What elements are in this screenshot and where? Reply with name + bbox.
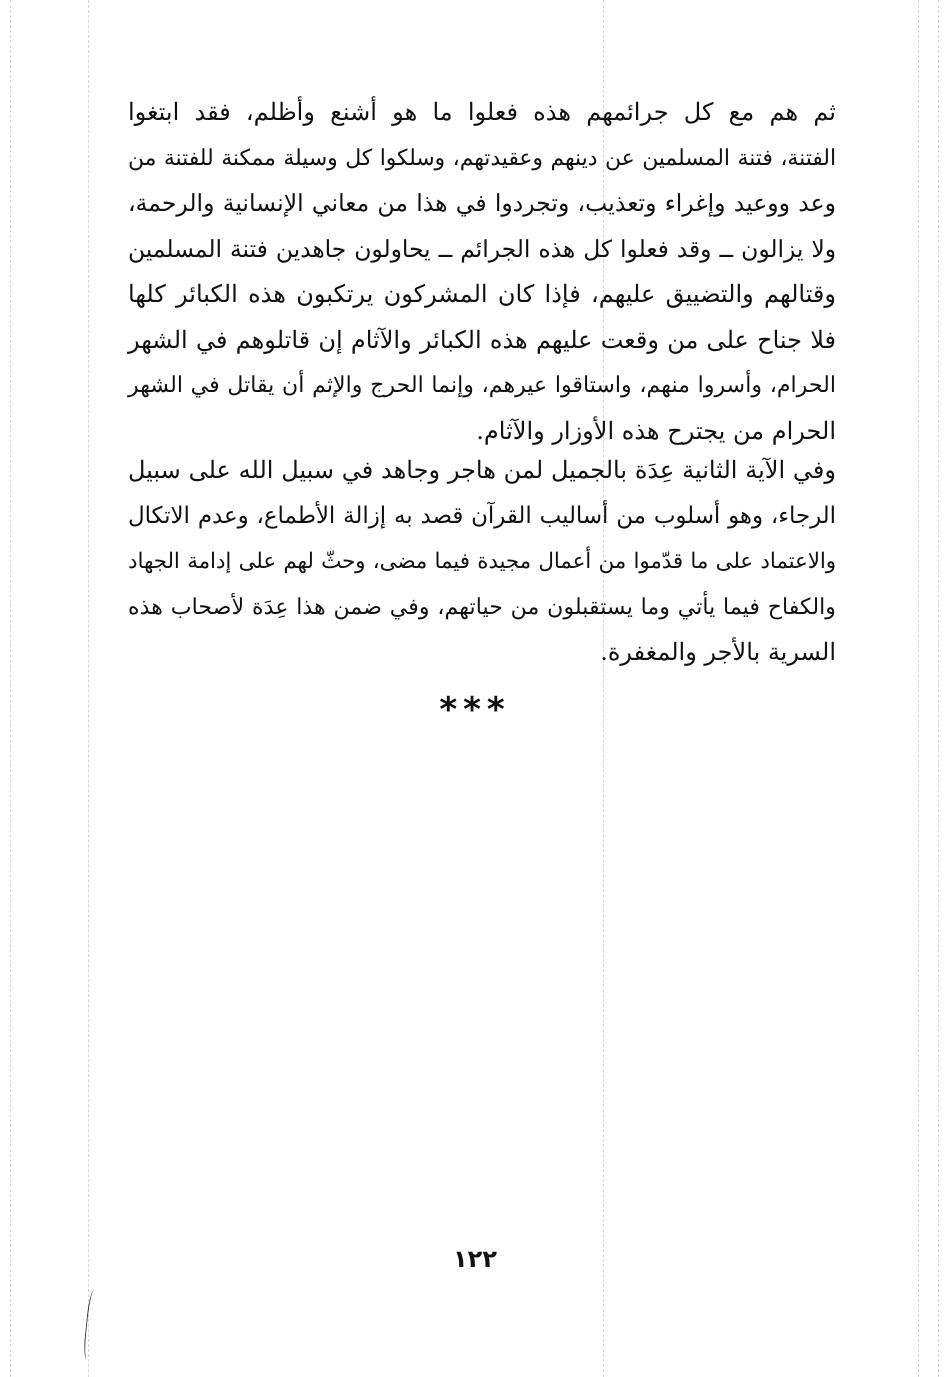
- text-line: فلا جناح على من وقعت عليهم هذه الكبائر والآثام إن قاتلوهم في الشهر: [128, 325, 836, 354]
- scan-guide-line: [88, 0, 89, 1377]
- text-line: ولا يزالون ــ وقد فعلوا كل هذه الجرائم ــ يحاولون جاهدين فتنة المسلمين: [128, 234, 836, 263]
- page-number: ١٢٢: [453, 1245, 497, 1273]
- text-line: السرية بالأجر والمغفرة.: [600, 638, 836, 666]
- section-separator: ***: [439, 690, 511, 730]
- paragraph-2: [128, 448, 836, 676]
- scan-guide-line: [10, 0, 11, 1377]
- text-line: الرجاء، وهو أسلوب من أساليب القرآن قصد به إزالة الأطماع، وعدم الاتكال: [128, 502, 836, 529]
- paragraph-1: [128, 90, 836, 454]
- text-line: الفتنة، فتنة المسلمين عن دينهم وعقيدتهم، وسلكوا كل وسيلة ممكنة للفتنة من: [128, 145, 836, 171]
- scan-guide-line: [938, 0, 939, 1377]
- text-line: الحرام، وأسروا منهم، واستاقوا عيرهم، وإنما الحرج والإثم أن يقاتل في الشهر: [128, 372, 836, 398]
- text-line: ثم هم مع كل جرائمهم هذه فعلوا ما هو أشنع وأظلم، فقد ابتغوا: [128, 98, 836, 126]
- text-line: وفي الآية الثانية عِدَة بالجميل لمن هاجر وجاهد في سبيل الله على سبيل: [128, 456, 836, 484]
- text-line: وعد ووعيد وإغراء وتعذيب، وتجردوا في هذا من معاني الإنسانية والرحمة،: [128, 189, 836, 217]
- text-line: والكفاح فيما يأتي وما يستقبلون من حياتهم، وفي ضمن هذا عِدَة لأصحاب هذه: [128, 593, 836, 620]
- text-line: الحرام من يجترح هذه الأوزار والآثام.: [476, 416, 836, 445]
- text-line: وقتالهم والتضييق عليهم، فإذا كان المشركون يرتكبون هذه الكبائر كلها: [128, 280, 836, 308]
- text-line: والاعتماد على ما قدّموا من أعمال مجيدة فيما مضى، وحثّ لهم على إدامة الجهاد: [128, 549, 836, 574]
- scan-guide-line: [918, 0, 919, 1377]
- page-edge-mark: [82, 1290, 100, 1361]
